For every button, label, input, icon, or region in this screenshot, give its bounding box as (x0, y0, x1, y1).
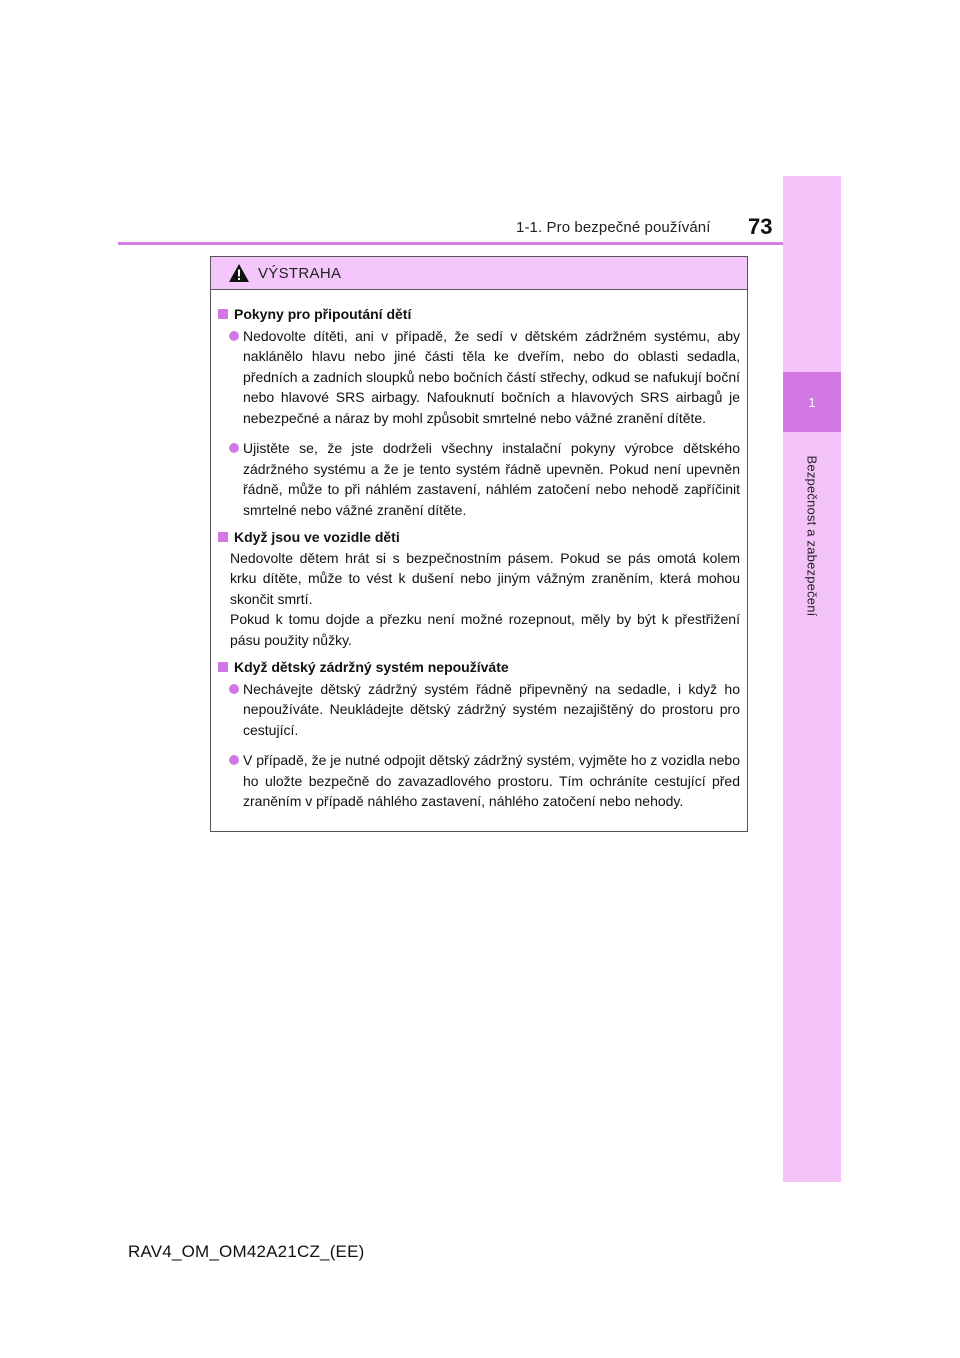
section-heading-text: Pokyny pro připoutání dětí (234, 306, 412, 322)
warning-box (210, 256, 748, 832)
square-bullet-icon (218, 532, 228, 542)
section-heading-text: Když jsou ve vozidle děti (234, 529, 400, 545)
side-strip (783, 176, 841, 1182)
section-heading (218, 527, 740, 548)
section-title: 1-1. Pro bezpečné používání (516, 219, 711, 236)
circle-bullet-icon (229, 331, 239, 341)
section-restraint-not-in-use (218, 657, 740, 812)
square-bullet-icon (218, 309, 228, 319)
square-bullet-icon (218, 662, 228, 672)
circle-bullet-icon (229, 684, 239, 694)
document-code: RAV4_OM_OM42A21CZ_(EE) (128, 1242, 365, 1261)
warning-header (211, 257, 747, 290)
paragraph: Pokud k tomu dojde a přezku není možné rozepnout, měly by být k přestřižení pásu použity nůžky. (230, 611, 740, 648)
bullet-item (218, 750, 740, 812)
chapter-tab[interactable] (783, 372, 841, 432)
bullet-item (218, 438, 740, 520)
bullet-text: V případě, že je nutné odpojit dětský zádržný systém, vyjměte ho z vozidla nebo ho uložte bezpečně do zavazadlového prostoru. Tím ochráníte cestující před zraněním v případě náhlého zastavení, náhlého zatočení nebo nehody. (243, 752, 740, 809)
circle-bullet-icon (229, 443, 239, 453)
bullet-text: Nedovolte dítěti, ani v případě, že sedí v dětském zádržném systému, aby naklánělo hlavu nebo jiné části těla ke dveřím, nebo do oblasti sedadla, předních a zadních sloupků nebo bočních částí střechy, odkud se nafukují boční nebo hlavové SRS airbagy. Nafouknutí bočních a hlavových SRS airbagů je nebezpečné a náraz by mohl způsobit smrtelné nebo vážné zranění dítěte. (243, 327, 740, 426)
section-heading (218, 304, 740, 325)
chapter-number: 1 (808, 394, 816, 410)
warning-body (211, 290, 747, 812)
header-divider (118, 242, 783, 245)
section-heading (218, 657, 740, 678)
page-number: 73 (748, 214, 773, 239)
warning-triangle-icon (228, 263, 250, 283)
bullet-text: Nechávejte dětský zádržný systém řádně připevněný na sedadle, i když ho nepoužíváte. Neukládejte dětský zádržný systém nezajištěný do prostoru pro cestující. (243, 680, 740, 738)
paragraph: Nedovolte dětem hrát si s bezpečnostním pásem. Pokud se pás omotá kolem krku dítěte, může to vést k dušení nebo jiným vážným zraněním, která mohou skončit smrtí. (230, 549, 740, 607)
warning-title: VÝSTRAHA (258, 264, 342, 282)
section-child-restraint-instructions (218, 304, 740, 520)
circle-bullet-icon (229, 755, 239, 765)
section-heading-text: Když dětský zádržný systém nepoužíváte (234, 659, 509, 675)
section-children-in-vehicle (218, 527, 740, 650)
chapter-label: Bezpečnost a zabezpečení (804, 455, 820, 617)
bullet-item (218, 679, 740, 741)
bullet-item (218, 326, 740, 429)
bullet-text: Ujistěte se, že jste dodrželi všechny instalační pokyny výrobce dětského zádržného systému a že je tento systém řádně upevněn. Pokud není upevněn řádně, může to při náhlém zastavení, náhlém zatočení nebo nehodě zapříčinit smrtelné nebo vážné zranění dítěte. (243, 440, 740, 518)
